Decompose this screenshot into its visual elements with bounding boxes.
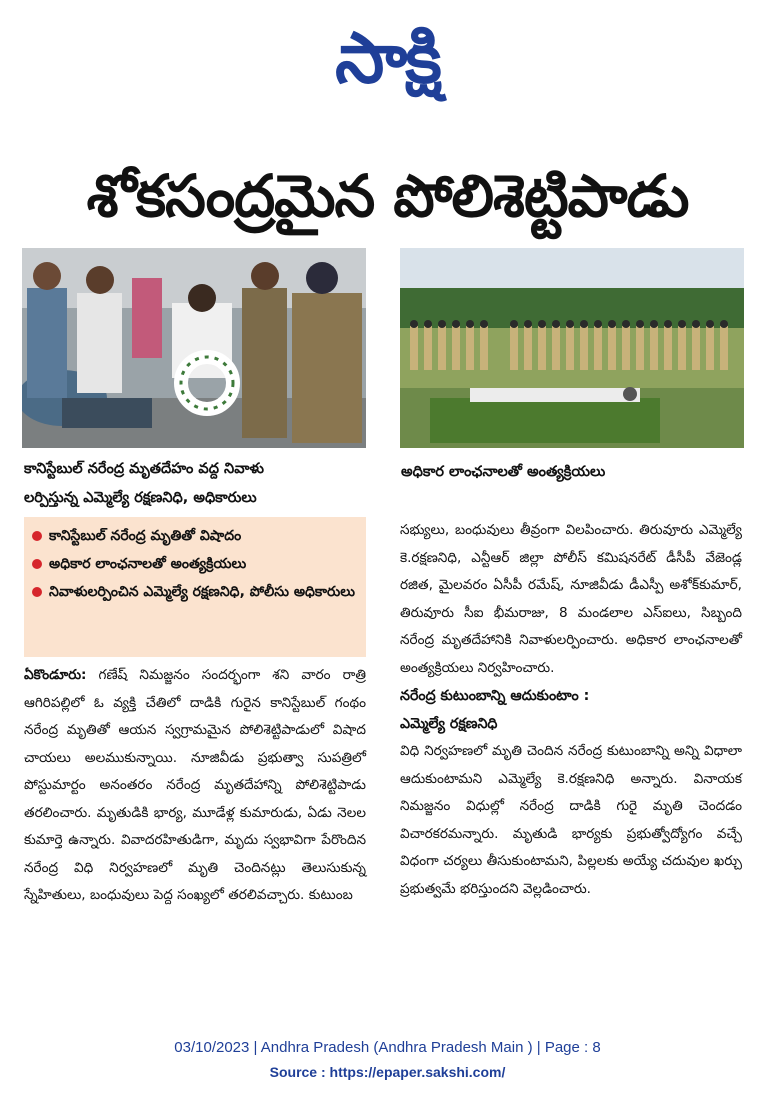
footer-meta: 03/10/2023 | Andhra Pradesh (Andhra Pradesh Main ) | Page : 8 — [174, 1039, 601, 1056]
photo-wreath-tribute — [22, 248, 366, 448]
article-column-left — [24, 662, 366, 910]
highlights-box — [24, 517, 366, 657]
photo-funeral-rites — [400, 248, 744, 448]
highlight-item — [32, 523, 358, 549]
caption-right — [401, 458, 741, 487]
article-right-body-2: విధి నిర్వహణలో మృతి చెందిన నరేంద్ర కుటుంబాన్ని అన్ని విధాలా ఆదుకుంటామని ఎమ్మెల్యే కె.రక్షణనిధి అన్నారు. వినాయక నిమజ్జనం విధుల్లో నరేంద్ర దాడికి గురై మృతి చెందడం విచారకరమన్నారు. మృతుడి భార్యకు ప్రభుత్వోద్యోగం వచ్చే విధంగా చర్యలు తీసుకుంటామని, పిల్లలకు అయ్యే చదువుల ఖర్చు ప్రభుత్వమే భరిస్తుందని వెల్లడించారు. — [400, 743, 742, 897]
caption-left-line2: లర్పిస్తున్న ఎమ్మెల్యే రక్షణనిధి, అధికారులు — [24, 490, 257, 506]
article-subhead-2: ఎమ్మెల్యే రక్షణనిధి — [400, 716, 498, 732]
article-left-body: గణేష్ నిమజ్జనం సందర్భంగా శని వారం రాత్రి ఆగిరిపల్లిలో ఓ వ్యక్తి చేతిలో దాడికి గురైన కానిస్టేబుల్ గంథం నరేంద్ర మృతితో ఆయన స్వగ్రామమైన పోలిశెట్టిపాడులో విషాద చాయలు అలముకున్నాయి. నూజివీడు ప్రభుత్వా సుపత్రిలో పోస్టుమార్టం అనంతరం నరేంద్ర మృతదేహాన్ని పోలిశెట్టిపాడు తరలించారు. మృతుడికి భార్య, మూడేళ్ల కుమారుడు, ఏడు నెలల కుమార్తె ఉన్నారు. వివాదరహితుడిగా, మృదు స్వభావిగా పేరొందిన నరేంద్ర విధి నిర్వహణలో మృతి చెందినట్లు తెలుసుకున్న స్నేహితులు, బంధువులు పెద్ద సంఖ్యలో తరలివచ్చారు. కుటుంబ — [24, 667, 366, 903]
bullet-icon — [32, 587, 42, 597]
bullet-icon — [32, 531, 42, 541]
masthead — [0, 8, 775, 108]
photo-funeral-rites-image — [400, 248, 744, 448]
footer-source: Source : https://epaper.sakshi.com/ — [269, 1064, 506, 1080]
bullet-icon — [32, 559, 42, 569]
article-subhead-1: నరేంద్ర కుటుంబాన్ని ఆదుకుంటాం : — [400, 688, 590, 704]
highlight-text: నివాళులర్పించిన ఎమ్మెల్యే రక్షణనిధి, పోలీసు అధికారులు — [49, 584, 355, 600]
headline-text: శోకసంద్రమైన పోలిశెట్టిపాడు — [86, 162, 689, 230]
caption-left-line1: కానిస్టేబుల్ నరేంద్ర మృతదేహం వద్ద నివాళు — [24, 461, 264, 477]
headline — [0, 156, 775, 236]
highlight-text: కానిస్టేబుల్ నరేంద్ర మృతితో విషాదం — [49, 528, 242, 544]
photo-wreath-tribute-image — [22, 248, 366, 448]
article-right-body-1: సభ్యులు, బంధువులు తీవ్రంగా విలపించారు. తిరువూరు ఎమ్మెల్యే కె.రక్షణనిధి, ఎన్టీఆర్ జిల్లా పోలీస్ కమిషనరేట్ డీసీపీ వేజెండ్ల రజిత, మైలవరం ఏసీపీ రమేష్, నూజివీడు డీఎస్పీ అశోక్‌కుమార్, తిరువూరు సీఐ భీమరాజు, 8 మండలాల ఎస్ఐలు, సిబ్బంది నరేంద్ర మృతదేహానికి నివాళులర్పించారు. అధికార లాంఛనాలతో అంత్యక్రియలు నిర్వహించారు. — [400, 522, 742, 676]
highlight-item — [32, 579, 358, 605]
highlight-item — [32, 551, 358, 577]
highlight-text: అధికార లాంఛనాలతో అంత్యక్రియలు — [49, 556, 247, 572]
caption-right-text: అధికార లాంఛనాలతో అంత్యక్రియలు — [401, 464, 606, 480]
caption-left — [24, 455, 369, 513]
footer — [0, 1036, 775, 1084]
article-dateline: ఏకొండూరు: — [24, 667, 87, 683]
article-column-right — [400, 517, 742, 903]
sakshi-logo: సాక్షి — [335, 17, 440, 99]
